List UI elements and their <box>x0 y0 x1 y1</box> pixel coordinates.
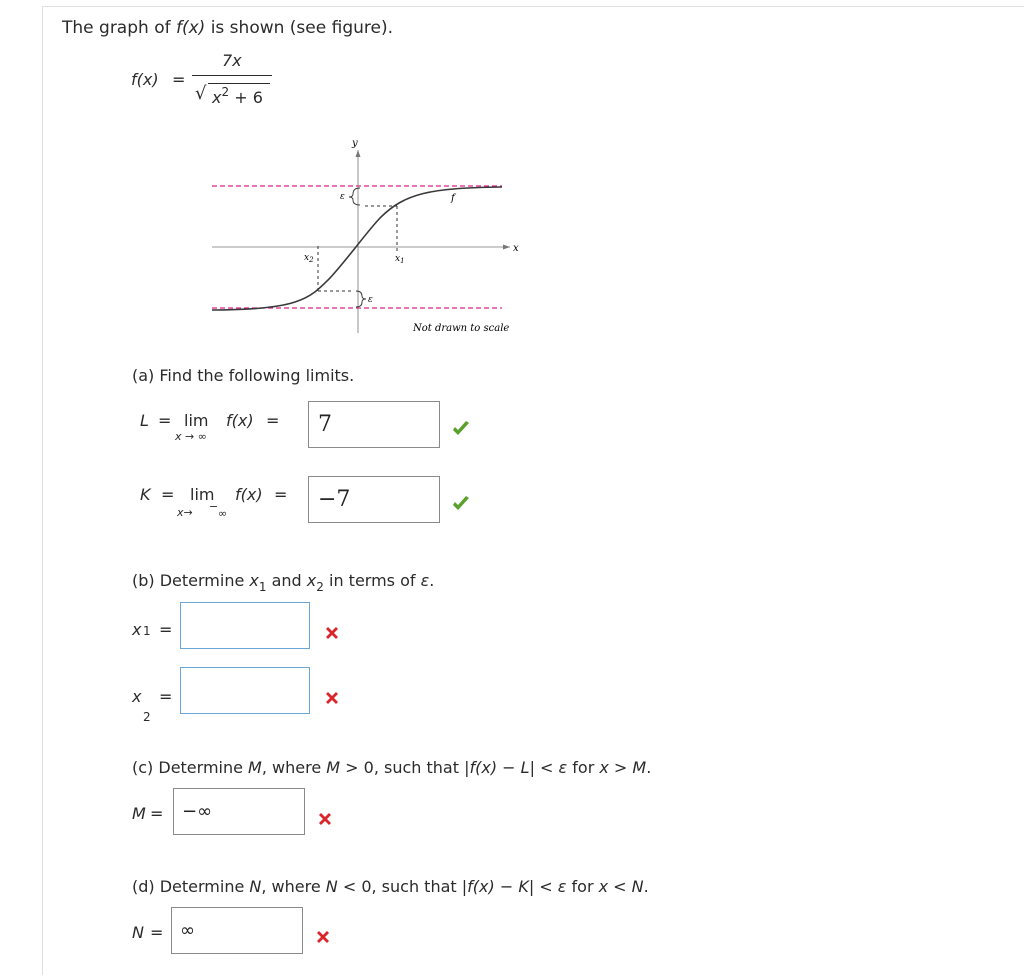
m-input[interactable]: −∞ <box>173 788 305 835</box>
x-axis-label: x <box>513 243 519 254</box>
part-c-heading: (c) Determine M, where M > 0, such that |f(x) − L| < ε for x > M. <box>132 758 652 777</box>
figure-caption: Not drawn to scale <box>413 323 510 334</box>
epsilon-bottom-label: ε <box>368 295 373 305</box>
incorrect-x-icon <box>324 625 340 641</box>
y-axis-arrow <box>356 150 361 157</box>
limit-k-input[interactable]: −7 <box>308 476 440 523</box>
limit-subscript: x → ∞ <box>175 430 207 443</box>
epsilon-bottom-brace <box>356 291 366 307</box>
x1-input[interactable] <box>180 602 310 649</box>
part-a-heading: (a) Find the following limits. <box>132 366 355 385</box>
top-border <box>42 6 1024 7</box>
question-intro: The graph of f(x) is shown (see figure). <box>62 18 393 38</box>
function-curve <box>212 187 502 310</box>
formula-denominator: $x^2 + 6$ <box>212 85 263 107</box>
epsilon-top-label: ε <box>340 192 345 202</box>
incorrect-x-icon <box>324 690 340 706</box>
x1-label: $x_1$ <box>395 254 405 265</box>
x-axis-arrow <box>503 245 510 250</box>
part-b-heading: (b) Determine $x_1$ and $x_2$ in terms of ε. <box>132 571 435 594</box>
x2-row: x $_2$ = <box>0 19 1024 38</box>
left-border <box>42 6 43 975</box>
radical-overline <box>208 83 270 84</box>
incorrect-x-icon <box>315 929 331 945</box>
fraction-bar <box>192 75 272 76</box>
check-icon <box>452 420 470 438</box>
curve-label: f <box>451 193 455 204</box>
check-icon <box>452 495 470 513</box>
x2-label: $x_2$ <box>304 253 314 264</box>
limit-l-input[interactable]: 7 <box>308 401 440 448</box>
radical-sign: √ <box>195 83 207 104</box>
x2-input[interactable] <box>180 667 310 714</box>
incorrect-x-icon <box>317 811 333 827</box>
limit-graph <box>200 138 520 338</box>
y-axis-label: y <box>352 138 358 149</box>
part-d-heading: (d) Determine N, where N < 0, such that |f(x) − K| < ε for x < N. <box>132 877 649 896</box>
n-input[interactable]: ∞ <box>171 907 303 954</box>
x1-row: x $_1$ = <box>0 0 1024 19</box>
formula-numerator: 7x <box>222 51 242 70</box>
